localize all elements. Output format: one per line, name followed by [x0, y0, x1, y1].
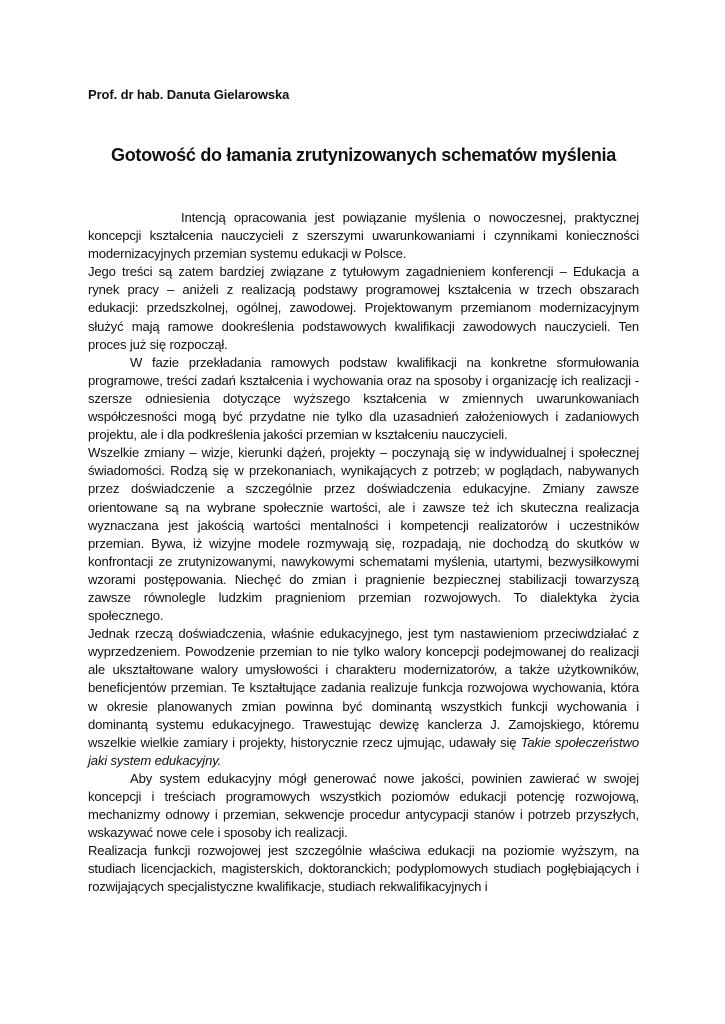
paragraph-experience-text: Jednak rzeczą doświadczenia, właśnie edukacyjnego, jest tym nastawieniom przeciwdziałać z wyprzedzeniem. Powodzenie przemian to nie tylko walory koncepcji podejmowanej do realizacji ale ukształtowane walory umysłowości i charakteru modernizatorów, a także użytkowników, beneficjentów przemian. Te kształtujące zadania realizuje funkcja rozwojowa wychowania, która w okresie planowanych zmian powinna być dominantą wszystkich funkcji wychowania i dominantą systemu edukacyjnego. Trawestując dewizę kanclerza J. Zamojskiego, któremu wszelkie wielkie zamiary i projekty, historycznie rzecz ujmując, udawały się — [88, 626, 639, 750]
document-body — [88, 209, 639, 897]
author-name: Prof. dr hab. Danuta Gielarowska — [88, 87, 290, 102]
document-page — [88, 0, 639, 1024]
paragraph-higher-education: Realizacja funkcji rozwojowej jest szczególnie właściwa edukacji na poziomie wyższym, na studiach licencjackich, magisterskich, doktoranckich; podyplomowych studiach pogłębiających i rozwijających specjalistyczne kwalifikacje, studiach rekwalifikacyjnych i — [88, 843, 639, 895]
paragraph-translation-phase: W fazie przekładania ramowych podstaw kwalifikacji na konkretne sformułowania programowe, treści zadań kształcenia i wychowania oraz na sposoby i organizację ich realizacji - szersze odniesienia dotyczące wyższego kształcenia w zmiennych uwarunkowaniach współczesności mogą być przydatne nie tylko dla uzasadnień założeniowych i zadaniowych projektu, ale i dla podkreślenia jakości przemian w kształceniu nauczycieli. — [88, 354, 639, 443]
motto-quote: Takie społeczeństwo jaki system edukacyjny. — [88, 734, 639, 768]
paragraph-system: Aby system edukacyjny mógł generować nowe jakości, powinien zawierać w swojej koncepcji i treściach programowych wszystkich poziomów edukacji potencję rozwojową, mechanizmy odnowy i przemian, sekwencje procedur antycypacji stanów i potrzeb przyszłych, wskazywać nowe cele i sposoby ich realizacji. — [88, 770, 639, 841]
document-title: Gotowość do łamania zrutynizowanych schematów myślenia — [111, 145, 616, 165]
paragraph-changes: Wszelkie zmiany – wizje, kierunki dążeń, projekty – poczynają się w indywidualnej i społecznej świadomości. Rodzą się w przekonaniach, wynikających z potrzeb; w poglądach, nabywanych przez doświadczenie a szczególnie przez doświadczenia edukacyjne. Zmiany zawsze orientowane są na wybrane społecznie wartości, ale i zawsze też ich skuteczna realizacja wyznaczana jest jakością wartości mentalności i kompetencji realizatorów i uczestników przemian. Bywa, iż wizyjne modele rozmywają się, rozpadają, nie dochodzą do skutków w konfrontacji ze zrutynizowanymi, nawykowymi schematami myślenia, utartymi, bezwysiłkowymi wzorami postępowania. Niechęć do zmian i pragnienie bezpiecznej stabilizacji towarzyszą zawsze równolegle ludzkim pragnieniom przemian rozwojowych. To dialektyka życia społecznego. — [88, 445, 639, 624]
paragraph-conference: Jego treści są zatem bardziej związane z tytułowym zagadnieniem konferencji – Edukacja a rynek pracy – aniżeli z realizacją podstawy programowej kształcenia w trzech obszarach edukacji: przedszkolnej, ogólnej, zawodowej. Projektowanym przemianom modernizacyjnym służyć mają ramowe dookreślenia podstawowych kwalifikacji zawodowych nauczycieli. Ten proces już się rozpoczął. — [88, 264, 639, 352]
paragraph-intro: Intencją opracowania jest powiązanie myślenia o nowoczesnej, praktycznej koncepcji kształcenia nauczycieli z szerszymi uwarunkowaniami i czynnikami konieczności modernizacyjnych przemian systemu edukacji w Polsce. — [88, 210, 639, 262]
paragraph-experience — [88, 625, 639, 770]
